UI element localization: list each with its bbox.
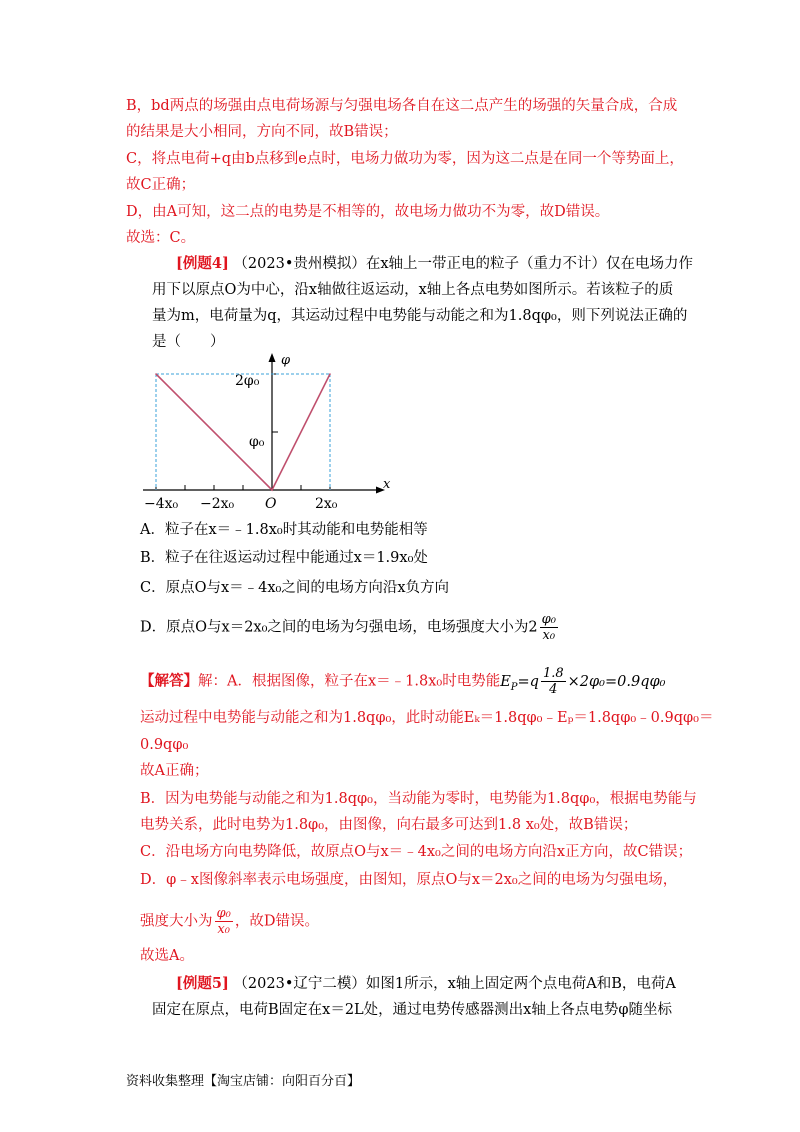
- solution-a-line1: [140, 666, 665, 697]
- y-axis-label: φ: [281, 353, 291, 368]
- example5-tag: [例题5]: [176, 975, 229, 992]
- option-b: B．粒子在往返运动过程中能通过x＝1.9x₀处: [140, 550, 428, 566]
- prev-answer: 故选：C。: [126, 230, 196, 246]
- formula-rest: ×2φ₀=0.9qφ₀: [567, 673, 666, 690]
- formula-eq: =q: [517, 673, 539, 690]
- example4-line1: [176, 254, 693, 274]
- example5-line1: [176, 974, 676, 994]
- solution-d-numerator: φ₀: [216, 906, 231, 921]
- solution-answer: 故选A。: [140, 948, 194, 964]
- x-tick-label-2x0: 2x₀: [315, 496, 338, 512]
- y-tick-label-2phi0: 2φ₀: [235, 373, 260, 389]
- solution-d-line1: D．φ﹣x图像斜率表示电场强度，由图知，原点O与x＝2x₀之间的电场为匀强电场，: [140, 872, 678, 888]
- series-point: [271, 489, 273, 491]
- formula-e-sub: P: [510, 681, 518, 693]
- x-tick-label-minus4x0: −4x₀: [144, 496, 179, 512]
- prev-b-line2: 的结果是大小相同，方向不同，故B错误；: [126, 124, 398, 140]
- solution-d-line2: [140, 906, 319, 937]
- formula-fraction: [541, 666, 566, 697]
- option-c: C．原点O与x＝﹣4x₀之间的电场方向沿x负方向: [140, 580, 450, 596]
- example4-line4: 是（ ）: [152, 334, 225, 350]
- solution-a-text: 解：A．根据图像，粒子在x＝﹣1.8x₀时电势能: [198, 673, 501, 690]
- option-d-fraction: [540, 612, 558, 643]
- example4-line2: 用下以原点O为中心，沿x轴做往返运动，x轴上各点电势如图所示。若该粒子的质: [152, 282, 674, 298]
- origin-label: O: [265, 496, 277, 512]
- example4-tag: [例题4]: [176, 255, 229, 272]
- prev-d-line1: D，由A可知，这二点的电势是不相等的，故电场力做功不为零，故D错误。: [126, 204, 610, 220]
- x-axis-label: x: [383, 477, 391, 492]
- option-d-numerator: φ₀: [541, 612, 556, 627]
- solution-d-post: ，故D错误。: [234, 913, 319, 930]
- solution-d-denominator: x₀: [217, 922, 230, 937]
- prev-b-line1: B，bd两点的场强由点电荷场源与匀强电场各自在这二点产生的场强的矢量合成，合成: [126, 98, 678, 114]
- solution-a-line2: 运动过程中电势能与动能之和为1.8qφ₀，此时动能Eₖ＝1.8qφ₀﹣Eₚ＝1.8qφ₀﹣0.9qφ₀＝: [140, 710, 714, 726]
- formula-e: E: [500, 673, 511, 690]
- prev-c-line2: 故C正确；: [126, 177, 196, 193]
- formula-denominator: 4: [549, 682, 558, 697]
- option-a: A．粒子在x＝﹣1.8x₀时其动能和电势能相等: [140, 522, 428, 538]
- solution-b-line1: B．因为电势能与动能之和为1.8qφ₀，当动能为零时，电势能为1.8qφ₀，根据电势能与: [140, 791, 697, 807]
- prev-c-line1: C，将点电荷+q由b点移到e点时，电场力做功为零，因为这二点是在同一个等势面上，: [126, 151, 684, 167]
- x-tick-label-minus2x0: −2x₀: [200, 496, 235, 512]
- example4-text1: （2023•贵州模拟）在x轴上一带正电的粒子（重力不计）仅在电场力作: [233, 256, 694, 272]
- y-tick-label-phi0: φ₀: [249, 434, 265, 450]
- example4-line3: 量为m，电荷量为q，其运动过程中电势能与动能之和为1.8qφ₀，则下列说法正确的: [152, 308, 688, 324]
- option-d-text: D．原点O与x＝2x₀之间的电场为匀强电场，电场强度大小为2: [140, 619, 538, 636]
- solution-d-fraction: [215, 906, 233, 937]
- y-axis-arrow: [269, 353, 276, 362]
- solution-a-line3: 0.9qφ₀: [140, 737, 189, 753]
- potential-graph: [135, 350, 395, 520]
- example5-text1: （2023•辽宁二模）如图1所示，x轴上固定两个点电荷A和B，电荷A: [233, 976, 676, 992]
- series-point: [329, 373, 331, 375]
- option-d-denominator: x₀: [542, 628, 556, 643]
- potential-line: [156, 374, 330, 490]
- series-point: [155, 373, 157, 375]
- solution-d-pre: 强度大小为: [140, 913, 213, 930]
- solution-a-line4: 故A正确；: [140, 763, 209, 779]
- formula-numerator: 1.8: [542, 666, 564, 681]
- example5-line2: 固定在原点，电荷B固定在x＝2L处，通过电势传感器测出x轴上各点电势φ随坐标: [152, 1002, 673, 1018]
- solution-c-line1: C．沿电场方向电势降低，故原点O与x＝﹣4x₀之间的电场方向沿x正方向，故C错误；: [140, 844, 693, 860]
- solution-tag: 【解答】: [140, 672, 198, 690]
- solution-b-line2: 电势关系，此时电势为1.8φ₀，由图像，向右最多可达到1.8 x₀处，故B错误；: [140, 817, 638, 833]
- footer-source: 资料收集整理【淘宝店铺：向阳百分百】: [126, 1074, 361, 1089]
- solution-a-formula: [500, 666, 666, 697]
- option-d: [140, 612, 560, 643]
